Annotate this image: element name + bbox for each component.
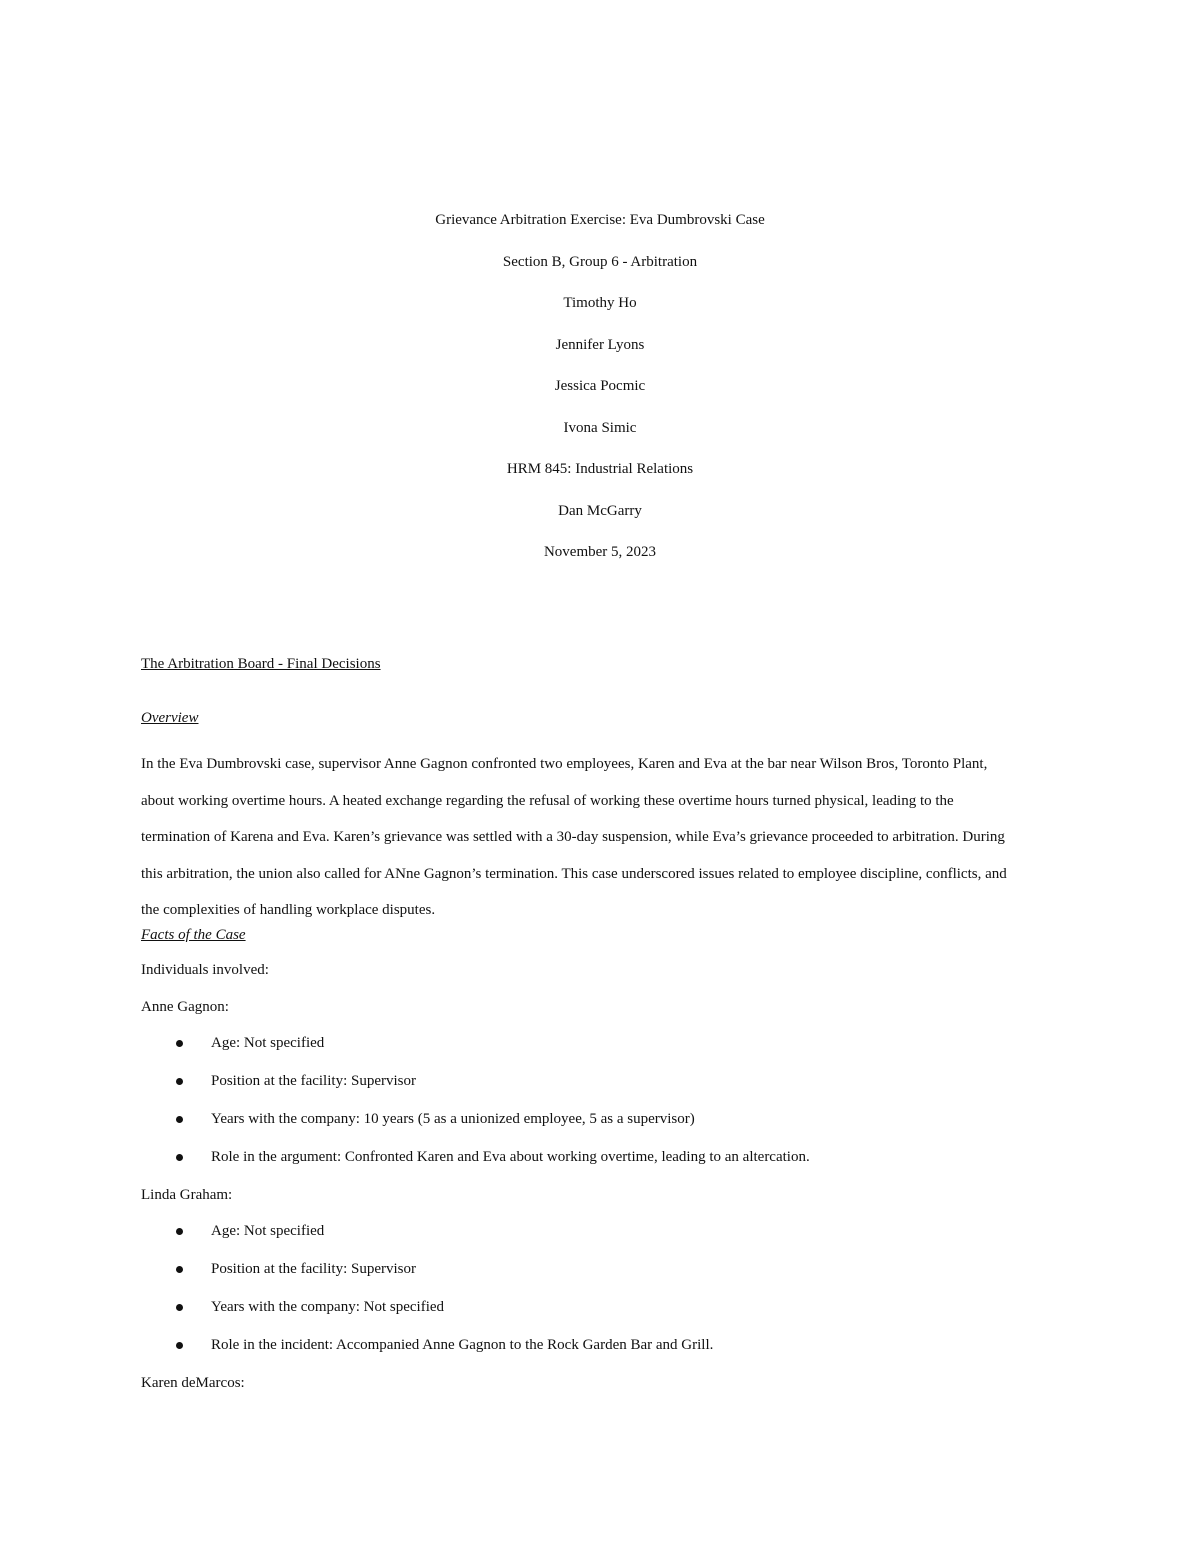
list-item-text: Role in the argument: Confronted Karen and Eva about working overtime, leading to an altercation. (211, 1149, 810, 1165)
person-name: Linda Graham: (141, 1187, 233, 1203)
person-name: Anne Gagnon: (141, 999, 229, 1015)
bullet-icon (176, 1040, 183, 1047)
list-item (0, 1223, 1200, 1243)
course-name: HRM 845: Industrial Relations (506, 461, 694, 477)
document-title: Grievance Arbitration Exercise: Eva Dumbrovski Case (435, 212, 765, 228)
list-item (0, 1337, 1200, 1357)
bullet-icon (176, 1078, 183, 1085)
title-block (0, 211, 1200, 585)
list-item (0, 1149, 1200, 1169)
list-item (0, 1073, 1200, 1093)
bullet-icon (176, 1304, 183, 1311)
author-name: Timothy Ho (563, 295, 637, 311)
paragraph-line: about working overtime hours. A heated exchange regarding the refusal of working these overtime hours turned physical, leading to the (141, 792, 954, 809)
list-item-text: Role in the incident: Accompanied Anne Gagnon to the Rock Garden Bar and Grill. (211, 1337, 714, 1353)
section-group-line: Section B, Group 6 - Arbitration (502, 253, 698, 270)
author-name: Jessica Pocmic (554, 378, 646, 394)
individuals-label: Individuals involved: (141, 962, 269, 978)
section-heading: The Arbitration Board - Final Decisions (141, 656, 381, 672)
list-item-text: Years with the company: 10 years (5 as a unionized employee, 5 as a supervisor) (211, 1111, 695, 1127)
bullet-icon (176, 1116, 183, 1123)
paragraph-line: the complexities of handling workplace disputes. (141, 902, 436, 918)
author-name: Jennifer Lyons (555, 336, 645, 353)
paragraph-line: In the Eva Dumbrovski case, supervisor Anne Gagnon confronted two employees, Karen and Eva at the bar near Wilson Bros, Toronto Plant, (141, 756, 988, 772)
list-item-text: Position at the facility: Supervisor (211, 1261, 416, 1277)
list-item (0, 1035, 1200, 1055)
list-item-text: Age: Not specified (211, 1035, 325, 1051)
list-item (0, 1299, 1200, 1319)
instructor-name: Dan McGarry (558, 502, 642, 519)
overview-heading: Overview (141, 710, 199, 726)
paragraph-line: this arbitration, the union also called for ANne Gagnon’s termination. This case underscored issues related to employee discipline, conflicts, and (141, 865, 1007, 882)
bullet-icon (176, 1266, 183, 1273)
list-item (0, 1111, 1200, 1131)
list-item-text: Years with the company: Not specified (211, 1299, 445, 1315)
facts-heading: Facts of the Case (141, 927, 246, 943)
author-name: Ivona Simic (563, 419, 637, 436)
document-date: November 5, 2023 (543, 544, 657, 560)
list-item-text: Age: Not specified (211, 1223, 325, 1239)
bullet-icon (176, 1154, 183, 1161)
bullet-icon (176, 1228, 183, 1235)
person-name: Karen deMarcos: (141, 1375, 245, 1391)
bullet-icon (176, 1342, 183, 1349)
paragraph-line: termination of Karena and Eva. Karen’s grievance was settled with a 30-day suspension, while Eva’s grievance proceeded to arbitration. During (141, 829, 1005, 845)
list-item (0, 1261, 1200, 1281)
list-item-text: Position at the facility: Supervisor (211, 1073, 416, 1089)
overview-paragraph (141, 746, 1061, 929)
